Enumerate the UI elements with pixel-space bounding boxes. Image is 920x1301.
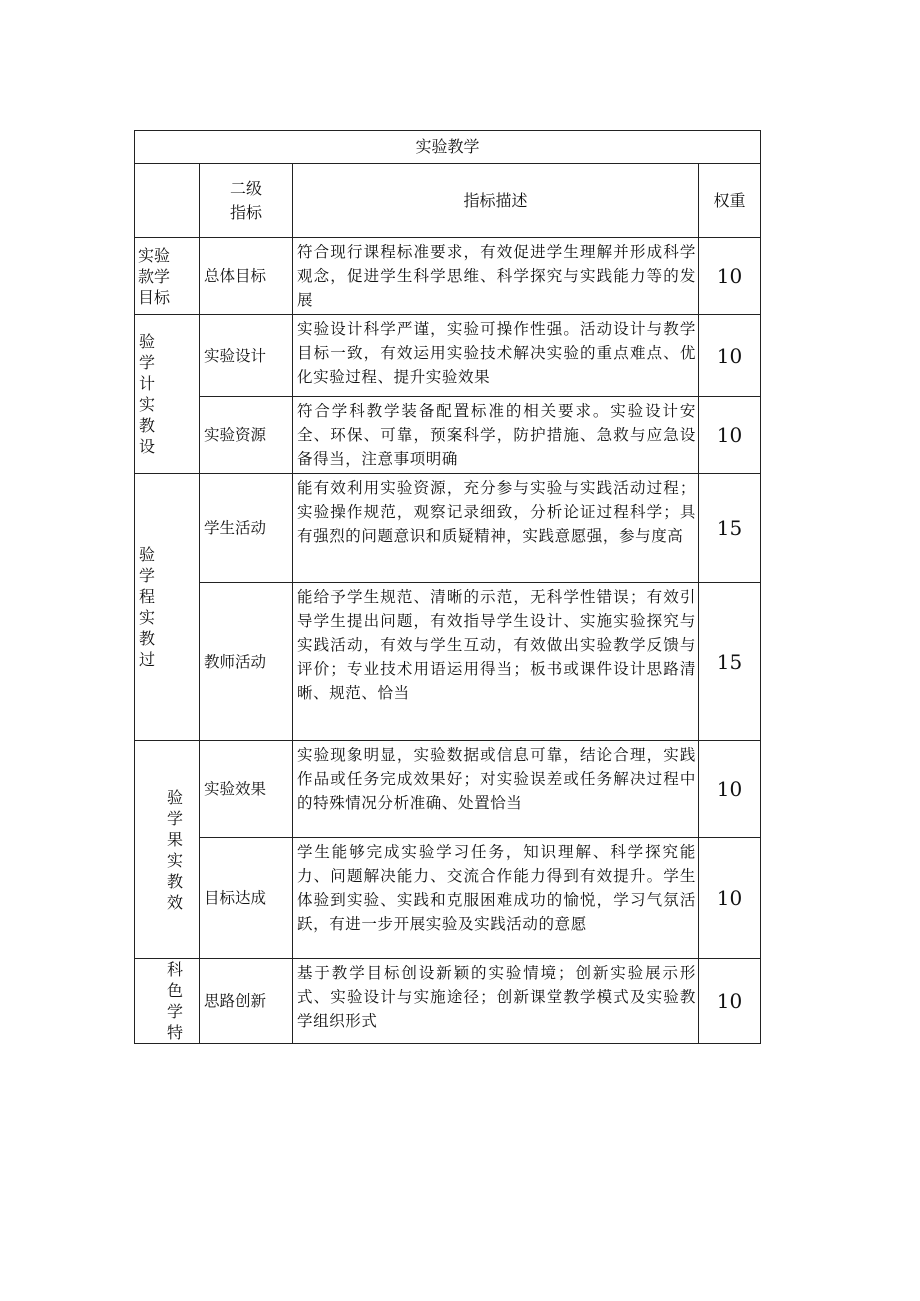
category-label: 验 学 计 实 教 设 xyxy=(139,332,156,456)
header-col4: 权重 xyxy=(699,164,761,238)
category-cell xyxy=(135,959,200,1044)
header-col2-line2: 指标 xyxy=(229,202,262,222)
weight-cell: 15 xyxy=(699,583,761,741)
category-label: 实验 款学 目标 xyxy=(138,245,171,307)
header-col1 xyxy=(135,164,200,238)
weight-cell: 10 xyxy=(699,741,761,838)
table-title: 实验教学 xyxy=(135,131,761,164)
category-cell xyxy=(135,315,200,474)
category-label: 验 学 程 实 教 过 xyxy=(139,545,156,669)
description-cell: 学生能够完成实验学习任务，知识理解、科学探究能力、问题解决能力、交流合作能力得到有效提升。学生体验到实验、实践和克服困难成功的愉悦，学习气氛活跃，有进一步开展实验及实践活动的意愿 xyxy=(293,838,699,959)
header-col2 xyxy=(200,164,293,238)
subindex-cell: 实验设计 xyxy=(200,315,293,397)
description-cell: 符合学科教学装备配置标准的相关要求。实验设计安全、环保、可靠，预案科学，防护措施、急救与应急设备得当，注意事项明确 xyxy=(293,397,699,474)
category-cell xyxy=(135,238,200,315)
weight-cell: 10 xyxy=(699,238,761,315)
category-cell xyxy=(135,474,200,741)
header-col2-line1: 二级 xyxy=(229,178,262,198)
subindex-cell: 学生活动 xyxy=(200,474,293,583)
description-cell: 基于教学目标创设新颖的实验情境；创新实验展示形式、实验设计与实施途径；创新课堂教学模式及实验教学组织形式 xyxy=(293,959,699,1044)
subindex-cell: 实验资源 xyxy=(200,397,293,474)
description-cell: 符合现行课程标准要求，有效促进学生理解并形成科学观念，促进学生科学思维、科学探究与实践能力等的发展 xyxy=(293,238,699,315)
weight-cell: 10 xyxy=(699,397,761,474)
subindex-cell: 目标达成 xyxy=(200,838,293,959)
description-cell: 实验现象明显，实验数据或信息可靠，结论合理，实践作品或任务完成效果好；对实验误差或任务解决过程中的特殊情况分析准确、处置恰当 xyxy=(293,741,699,838)
weight-cell: 15 xyxy=(699,474,761,583)
subindex-cell: 总体目标 xyxy=(200,238,293,315)
category-label: 科 色 学 特 xyxy=(167,960,184,1042)
category-cell xyxy=(135,741,200,959)
description-cell: 能给予学生规范、清晰的示范，无科学性错误；有效引导学生提出问题，有效指导学生设计、实施实验探究与实践活动，有效与学生互动，有效做出实验教学反馈与评价；专业技术用语运用得当；板书或课件设计思路清晰、规范、恰当 xyxy=(293,583,699,741)
description-cell: 能有效利用实验资源，充分参与实验与实践活动过程；实验操作规范，观察记录细致，分析论证过程科学；具有强烈的问题意识和质疑精神，实践意愿强，参与度高 xyxy=(293,474,699,583)
subindex-cell: 教师活动 xyxy=(200,583,293,741)
weight-cell: 10 xyxy=(699,315,761,397)
subindex-cell: 思路创新 xyxy=(200,959,293,1044)
description-cell: 实验设计科学严谨，实验可操作性强。活动设计与教学目标一致，有效运用实验技术解决实验的重点难点、优化实验过程、提升实验效果 xyxy=(293,315,699,397)
subindex-cell: 实验效果 xyxy=(200,741,293,838)
header-col3: 指标描述 xyxy=(293,164,699,238)
category-label: 验 学 果 实 教 效 xyxy=(167,787,184,912)
weight-cell: 10 xyxy=(699,959,761,1044)
weight-cell: 10 xyxy=(699,838,761,959)
evaluation-table xyxy=(134,130,761,1044)
